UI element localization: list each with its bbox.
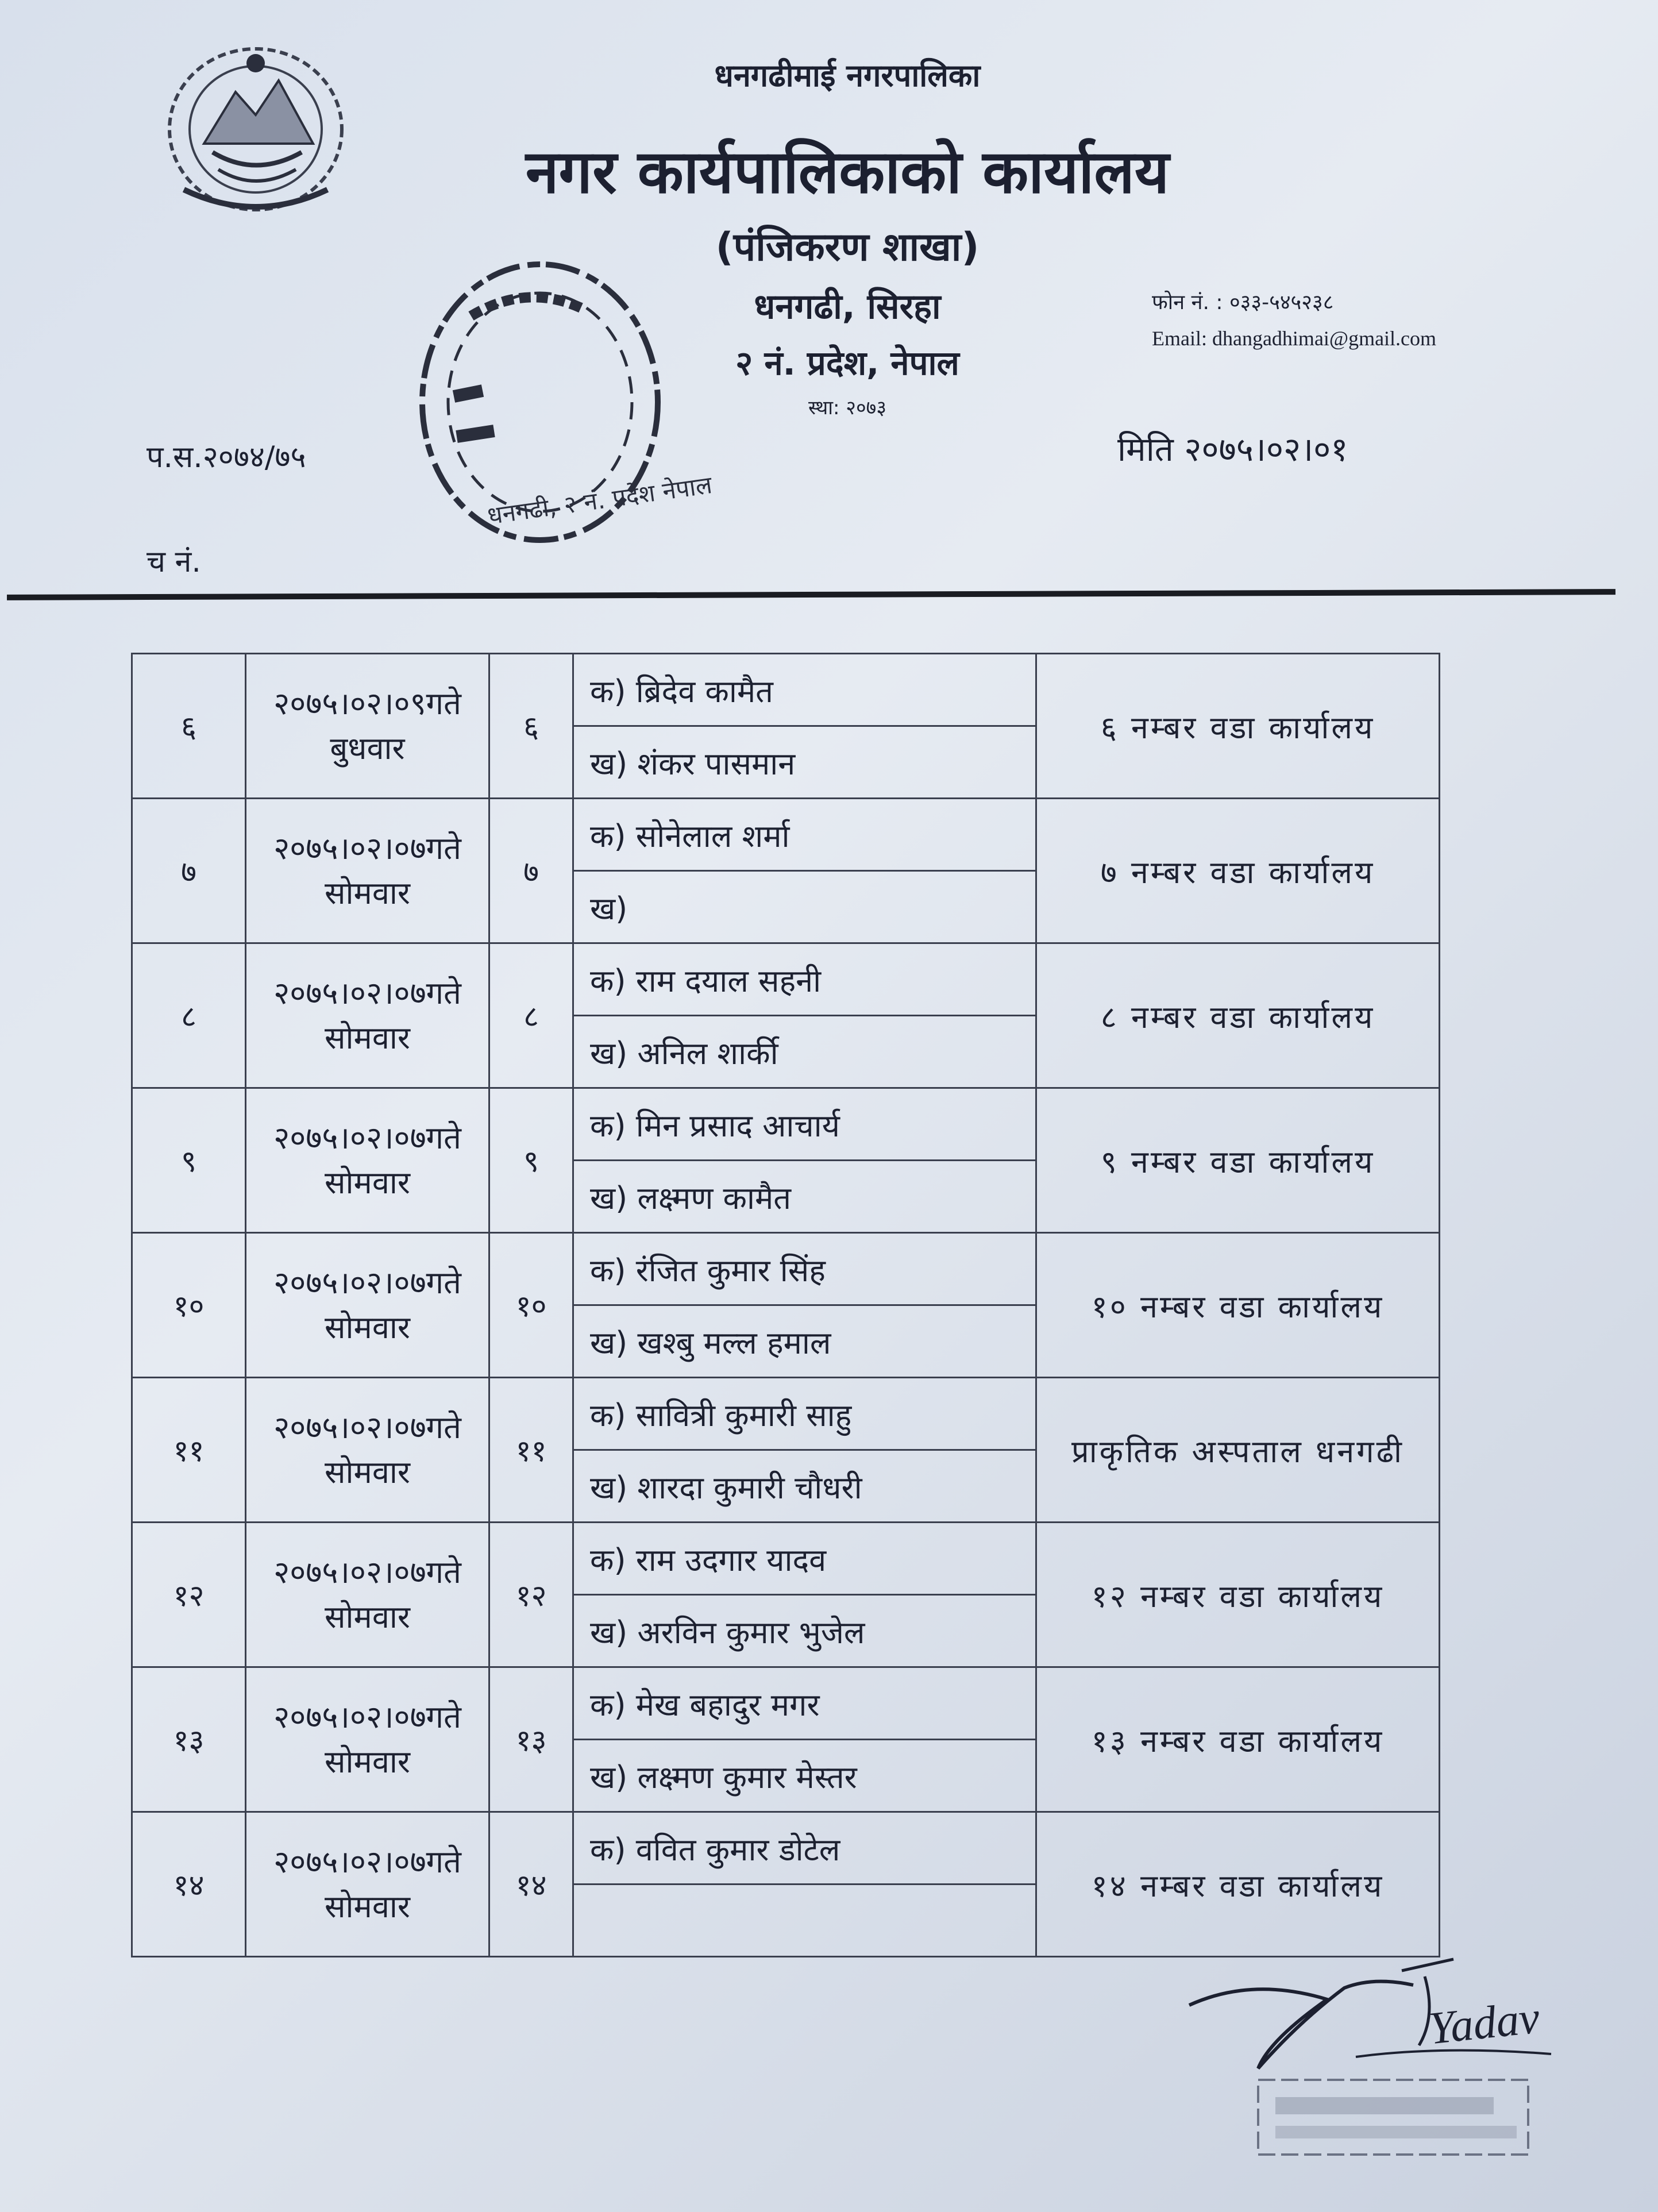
- table-row: [132, 1233, 1440, 1305]
- name-b-cell: ख): [573, 871, 1036, 943]
- serial-number-cell: १०: [132, 1233, 246, 1378]
- section-name: (पंजिकरण शाखा): [715, 225, 980, 270]
- table-row: [132, 799, 1440, 871]
- dispatch-number: च नं.: [146, 545, 201, 579]
- serial-number-cell: ११: [132, 1378, 246, 1523]
- serial-number-cell: ९: [132, 1088, 246, 1233]
- name-a-cell: क) ववित कुमार डोटेल: [573, 1812, 1036, 1885]
- header-divider: [7, 589, 1615, 600]
- serial-number-cell: ८: [132, 943, 246, 1088]
- office-cell: १२ नम्बर वडा कार्यालय: [1036, 1523, 1440, 1667]
- reference-number: प.स.२०७४/७५: [146, 440, 306, 475]
- name-a-cell: क) राम दयाल सहनी: [573, 943, 1036, 1016]
- date-text: २०७५।०२।०७गते: [273, 974, 461, 1011]
- serial-number-cell: १४: [132, 1812, 246, 1957]
- schedule-table: [131, 653, 1440, 1957]
- name-b-cell: ख) अनिल शार्की: [573, 1016, 1036, 1088]
- name-b-cell: ख) लक्ष्मण कामैत: [573, 1161, 1036, 1233]
- name-b-cell: [573, 1885, 1036, 1957]
- name-b-cell: ख) लक्ष्मण कुमार मेस्तर: [573, 1740, 1036, 1812]
- date-cell: [246, 799, 489, 943]
- date-cell: [246, 943, 489, 1088]
- serial-number-cell: १२: [132, 1523, 246, 1667]
- province-name: २ नं. प्रदेश, नेपाल: [735, 344, 959, 383]
- city-name: धनगढी, सिरहा: [754, 287, 941, 327]
- office-cell: ८ नम्बर वडा कार्यालय: [1036, 943, 1440, 1088]
- office-title: नगर कार्यपालिकाको कार्यालय: [525, 137, 1170, 207]
- name-b-cell: ख) अरविन कुमार भुजेल: [573, 1595, 1036, 1667]
- ward-number-cell: १०: [489, 1233, 573, 1378]
- table-row: [132, 1812, 1440, 1885]
- table-row: [132, 654, 1440, 726]
- day-text: सोमवार: [325, 1598, 410, 1635]
- date-cell: [246, 1523, 489, 1667]
- ward-number-cell: १४: [489, 1812, 573, 1957]
- date-text: २०७५।०२।०७गते: [273, 1264, 461, 1301]
- date-cell: [246, 1812, 489, 1957]
- nepal-emblem-icon: [149, 29, 362, 224]
- office-cell: १० नम्बर वडा कार्यालय: [1036, 1233, 1440, 1378]
- table-row: [132, 1088, 1440, 1161]
- stamp-text: धनगढी, २ नं. प्रदेश नेपाल: [485, 471, 714, 530]
- name-a-cell: क) रंजित कुमार सिंह: [573, 1233, 1036, 1305]
- office-cell: ९ नम्बर वडा कार्यालय: [1036, 1088, 1440, 1233]
- date-text: २०७५।०२।०७गते: [273, 830, 461, 866]
- name-b-cell: ख) खश्बु मल्ल हमाल: [573, 1305, 1036, 1378]
- municipality-name: धनगढीमाई नगरपालिका: [714, 57, 981, 94]
- serial-number-cell: ७: [132, 799, 246, 943]
- date-text: २०७५।०२।०७गते: [273, 1843, 461, 1880]
- name-a-cell: क) राम उदगार यादव: [573, 1523, 1036, 1595]
- name-a-cell: क) सावित्री कुमारी साहु: [573, 1378, 1036, 1450]
- name-a-cell: क) मेख बहादुर मगर: [573, 1667, 1036, 1740]
- phone-number: फोन नं. : ०३३-५४५२३८: [1152, 291, 1334, 314]
- date-text: २०७५।०२।०७गते: [273, 1554, 461, 1590]
- table-row: [132, 1667, 1440, 1740]
- day-text: बुधवार: [330, 730, 405, 766]
- day-text: सोमवार: [325, 1164, 410, 1201]
- day-text: सोमवार: [325, 874, 410, 911]
- date-text: २०७५।०२।०७गते: [273, 1698, 461, 1735]
- ward-number-cell: ८: [489, 943, 573, 1088]
- day-text: सोमवार: [325, 1019, 410, 1056]
- signature-text: Yadav: [1426, 1992, 1542, 2055]
- date-text: २०७५।०२।०७गते: [273, 1409, 461, 1446]
- office-cell: प्राकृतिक अस्पताल धनगढी: [1036, 1378, 1440, 1523]
- serial-number-cell: १३: [132, 1667, 246, 1812]
- ward-number-cell: ७: [489, 799, 573, 943]
- established-year: स्था: २०७३: [808, 396, 887, 419]
- office-cell: १३ नम्बर वडा कार्यालय: [1036, 1667, 1440, 1812]
- ward-number-cell: ६: [489, 654, 573, 799]
- serial-number-cell: ६: [132, 654, 246, 799]
- table-row: [132, 1378, 1440, 1450]
- day-text: सोमवार: [325, 1309, 410, 1346]
- date-cell: [246, 1378, 489, 1523]
- ward-number-cell: ११: [489, 1378, 573, 1523]
- date-cell: [246, 1233, 489, 1378]
- name-a-cell: क) मिन प्रसाद आचार्य: [573, 1088, 1036, 1161]
- day-text: सोमवार: [325, 1743, 410, 1780]
- office-cell: १४ नम्बर वडा कार्यालय: [1036, 1812, 1440, 1957]
- name-b-cell: ख) शारदा कुमारी चौधरी: [573, 1450, 1036, 1523]
- name-stamp: [1252, 2068, 1540, 2172]
- letter-date: मिति २०७५।०२।०१: [1117, 430, 1348, 469]
- day-text: सोमवार: [325, 1888, 410, 1925]
- name-a-cell: क) ब्रिदेव कामैत: [573, 654, 1036, 726]
- office-cell: ७ नम्बर वडा कार्यालय: [1036, 799, 1440, 943]
- office-cell: ६ नम्बर वडा कार्यालय: [1036, 654, 1440, 799]
- name-b-cell: ख) शंकर पासमान: [573, 726, 1036, 799]
- date-text: २०७५।०२।०९गते: [273, 685, 461, 722]
- date-cell: [246, 654, 489, 799]
- email-address: Email: dhangadhimai@gmail.com: [1152, 327, 1437, 350]
- ward-number-cell: १३: [489, 1667, 573, 1812]
- date-text: २०७५।०२।०७गते: [273, 1119, 461, 1156]
- day-text: सोमवार: [325, 1454, 410, 1490]
- ward-number-cell: १२: [489, 1523, 573, 1667]
- date-cell: [246, 1667, 489, 1812]
- table-row: [132, 943, 1440, 1016]
- table-row: [132, 1523, 1440, 1595]
- date-cell: [246, 1088, 489, 1233]
- ward-number-cell: ९: [489, 1088, 573, 1233]
- name-a-cell: क) सोनेलाल शर्मा: [573, 799, 1036, 871]
